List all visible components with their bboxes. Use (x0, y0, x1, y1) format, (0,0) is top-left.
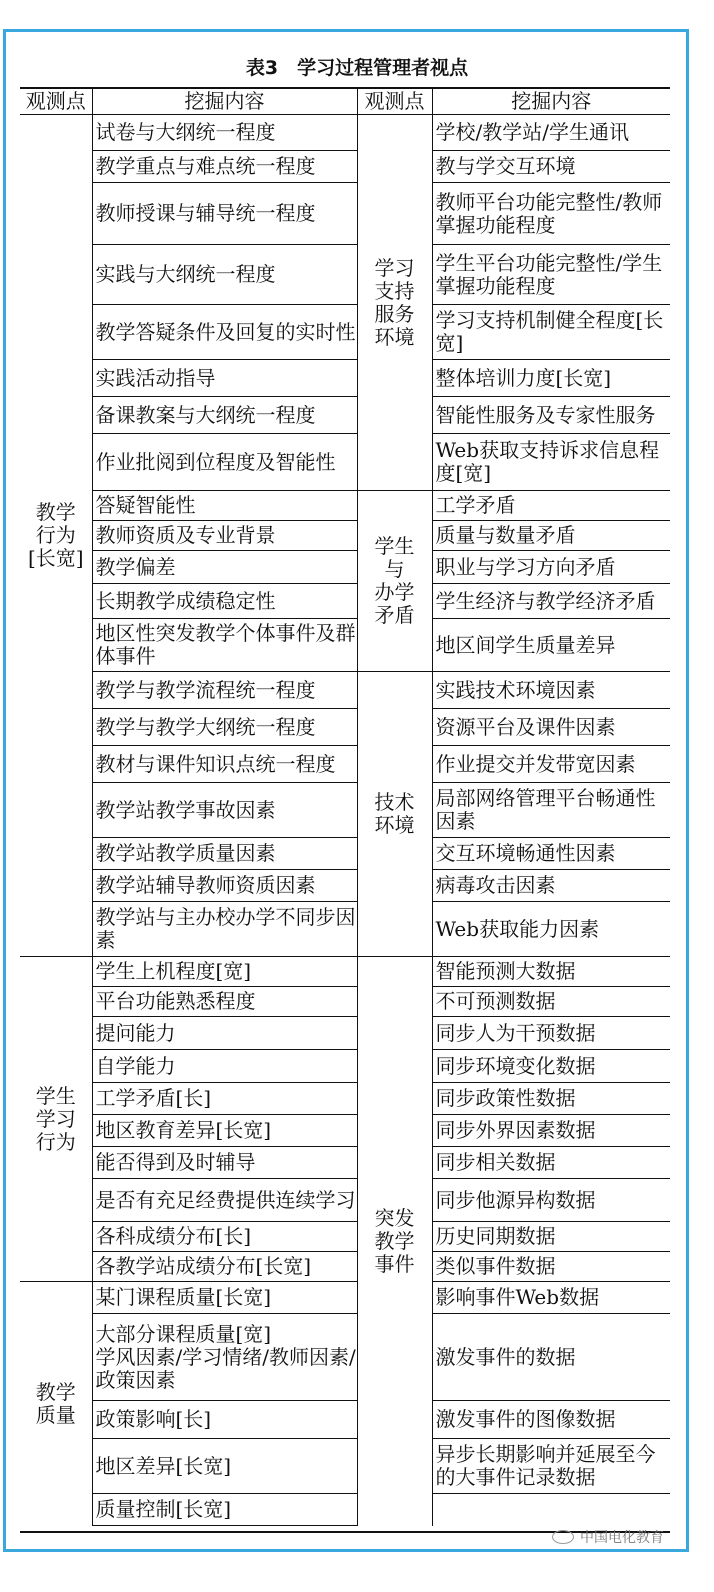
data-table (20, 89, 670, 1526)
table-row (20, 491, 670, 521)
mining-content: 同步外界因素数据 (432, 1115, 670, 1147)
mining-content: 历史同期数据 (432, 1222, 670, 1252)
column-header: 挖掘内容 (92, 89, 357, 115)
mining-content: 工学矛盾[长] (92, 1083, 357, 1115)
table-row (20, 1494, 670, 1526)
mining-content: 地区性突发教学个体事件及群体事件 (92, 619, 357, 672)
mining-content: 智能性服务及专家性服务 (432, 397, 670, 434)
observation-point: 教学 行为 [长宽] (20, 115, 92, 957)
mining-content: 交互环境畅通性因素 (432, 838, 670, 870)
mining-content: Web获取支持诉求信息程度[宽] (432, 434, 670, 491)
table-row (20, 1439, 670, 1494)
table-row (20, 619, 670, 672)
mining-content: 教与学交互环境 (432, 151, 670, 183)
column-header: 观测点 (357, 89, 432, 115)
mining-content: 教师平台功能完整性/教师掌握功能程度 (432, 183, 670, 245)
table-row (20, 521, 670, 551)
table-row (20, 1147, 670, 1179)
table-row (20, 584, 670, 619)
watermark-text: 中国电化教育 (580, 1530, 664, 1546)
mining-content: 局部网络管理平台畅通性因素 (432, 783, 670, 838)
mining-content: 各教学站成绩分布[长宽] (92, 1252, 357, 1282)
mining-content: 实践技术环境因素 (432, 672, 670, 709)
mining-content: 能否得到及时辅导 (92, 1147, 357, 1179)
mining-content: 学习支持机制健全程度[长宽] (432, 305, 670, 360)
table-row (20, 902, 670, 957)
mining-content: 教学与教学大纲统一程度 (92, 709, 357, 746)
mining-content: 同步环境变化数据 (432, 1050, 670, 1083)
table-row (20, 305, 670, 360)
mining-content: 各科成绩分布[长] (92, 1222, 357, 1252)
table-row (20, 360, 670, 397)
mining-content: 自学能力 (92, 1050, 357, 1083)
mining-content: 平台功能熟悉程度 (92, 987, 357, 1017)
mining-content: 病毒攻击因素 (432, 870, 670, 902)
mining-content: 作业提交并发带宽因素 (432, 746, 670, 783)
mining-content: 教学重点与难点统一程度 (92, 151, 357, 183)
mining-content: 影响事件Web数据 (432, 1282, 670, 1314)
table-row (20, 709, 670, 746)
table-row (20, 1222, 670, 1252)
mining-content: 教材与课件知识点统一程度 (92, 746, 357, 783)
observation-point: 学生 与 办学 矛盾 (357, 491, 432, 672)
observation-point: 技术 环境 (357, 672, 432, 957)
mining-content: 教学与教学流程统一程度 (92, 672, 357, 709)
mining-content: 地区差异[长宽] (92, 1439, 357, 1494)
mining-content: 试卷与大纲统一程度 (92, 115, 357, 151)
mining-content: 不可预测数据 (432, 987, 670, 1017)
mining-content: 激发事件的图像数据 (432, 1401, 670, 1439)
mining-content: 教学站教学质量因素 (92, 838, 357, 870)
table-row (20, 987, 670, 1017)
mining-content: 备课教案与大纲统一程度 (92, 397, 357, 434)
mining-content: 教师授课与辅导统一程度 (92, 183, 357, 245)
mining-content: 同步人为干预数据 (432, 1017, 670, 1050)
mining-content: 答疑智能性 (92, 491, 357, 521)
observation-point: 学生 学习 行为 (20, 957, 92, 1282)
mining-content: 政策影响[长] (92, 1401, 357, 1439)
column-header: 观测点 (20, 89, 92, 115)
observation-point: 教学 质量 (20, 1282, 92, 1526)
mining-content: 激发事件的数据 (432, 1314, 670, 1401)
wechat-icon (552, 1530, 574, 1544)
mining-content: 长期教学成绩稳定性 (92, 584, 357, 619)
table-row (20, 1083, 670, 1115)
mining-content: 作业批阅到位程度及智能性 (92, 434, 357, 491)
mining-content: 教学答疑条件及回复的实时性 (92, 305, 357, 360)
mining-content: 教师资质及专业背景 (92, 521, 357, 551)
mining-content: 实践活动指导 (92, 360, 357, 397)
mining-content: 学生平台功能完整性/学生掌握功能程度 (432, 245, 670, 305)
table-row (20, 1017, 670, 1050)
table-row (20, 397, 670, 434)
table-row (20, 1252, 670, 1282)
table-row (20, 245, 670, 305)
table-title: 表3 学习过程管理者视点 (245, 57, 469, 79)
table-row (20, 115, 670, 151)
mining-content: 异步长期影响并延展至今的大事件记录数据 (432, 1439, 670, 1494)
mining-content: 职业与学习方向矛盾 (432, 551, 670, 584)
mining-content: 工学矛盾 (432, 491, 670, 521)
mining-content: 学生经济与教学经济矛盾 (432, 584, 670, 619)
table-row (20, 1050, 670, 1083)
mining-content: 教学站与主办校办学不同步因素 (92, 902, 357, 957)
mining-content: Web获取能力因素 (432, 902, 670, 957)
mining-content: 某门课程质量[长宽] (92, 1282, 357, 1314)
mining-content: 学生上机程度[宽] (92, 957, 357, 987)
mining-content: 提问能力 (92, 1017, 357, 1050)
mining-content: 教学站教学事故因素 (92, 783, 357, 838)
table-row (20, 1314, 670, 1401)
mining-content: 智能预测大数据 (432, 957, 670, 987)
mining-content: 资源平台及课件因素 (432, 709, 670, 746)
table-row (20, 746, 670, 783)
table-row (20, 551, 670, 584)
mining-content: 地区教育差异[长宽] (92, 1115, 357, 1147)
mining-content: 学校/教学站/学生通讯 (432, 115, 670, 151)
table-row (20, 1282, 670, 1314)
observation-point: 突发 教学 事件 (357, 957, 432, 1526)
table-row (20, 183, 670, 245)
mining-content: 实践与大纲统一程度 (92, 245, 357, 305)
watermark (552, 1527, 664, 1547)
mining-content: 大部分课程质量[宽] 学风因素/学习情绪/教师因素/政策因素 (92, 1314, 357, 1401)
mining-content: 同步相关数据 (432, 1147, 670, 1179)
mining-content (432, 1494, 670, 1526)
table-row (20, 1401, 670, 1439)
mining-content: 是否有充足经费提供连续学习 (92, 1179, 357, 1222)
table-row (20, 957, 670, 987)
table-row (20, 151, 670, 183)
table-row (20, 672, 670, 709)
mining-content: 地区间学生质量差异 (432, 619, 670, 672)
table-row (20, 783, 670, 838)
mining-content: 类似事件数据 (432, 1252, 670, 1282)
table-row (20, 434, 670, 491)
observation-point: 学习 支持 服务 环境 (357, 115, 432, 491)
column-header: 挖掘内容 (432, 89, 670, 115)
table-row (20, 1179, 670, 1222)
mining-content: 教学偏差 (92, 551, 357, 584)
mining-content: 整体培训力度[长宽] (432, 360, 670, 397)
mining-content: 同步政策性数据 (432, 1083, 670, 1115)
mining-content: 质量控制[长宽] (92, 1494, 357, 1526)
mining-content: 教学站辅导教师资质因素 (92, 870, 357, 902)
table-row (20, 870, 670, 902)
table-row (20, 838, 670, 870)
mining-content: 质量与数量矛盾 (432, 521, 670, 551)
mining-content: 同步他源异构数据 (432, 1179, 670, 1222)
table-header-row (20, 89, 670, 115)
table-row (20, 1115, 670, 1147)
